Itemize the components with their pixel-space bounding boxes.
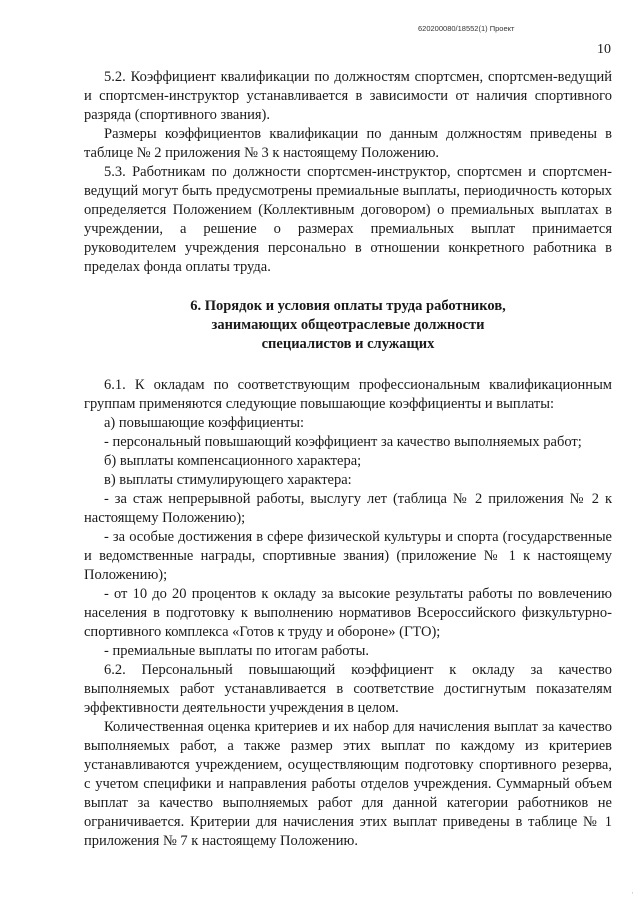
- paragraph-6-1: 6.1. К окладам по соответствующим профессиональным квалификационным группам применяются следующие повышающие коэффициенты и выплаты:: [84, 377, 612, 412]
- page-number: 10: [597, 42, 611, 57]
- section-6-heading-line-3: специалистов и служащих: [261, 336, 435, 352]
- section-6-heading-line-2: занимающих общеотраслевые должности: [211, 317, 485, 333]
- list-item-c: в) выплаты стимулирующего характера:: [104, 472, 352, 488]
- list-item-c-2: - за особые достижения в сфере физической культуры и спорта (государственные и ведомственные награды, спортивные звания) (приложение № 1 к настоящему Положению);: [84, 529, 612, 583]
- document-body: [84, 68, 612, 851]
- scan-corner-mark-icon: ·: [631, 889, 634, 899]
- list-item-a: а) повышающие коэффициенты:: [104, 415, 305, 431]
- list-item-b: б) выплаты компенсационного характера;: [104, 453, 362, 469]
- section-6-heading: [84, 297, 612, 354]
- list-item-c-4: - премиальные выплаты по итогам работы.: [104, 643, 369, 659]
- list-item-c-3: - от 10 до 20 процентов к окладу за высокие результаты работы по вовлечению населения в подготовку к выполнению нормативов Всероссийского физкультурно-спортивного комплекса «Готов к труду и обороне» (ГТО);: [84, 586, 612, 640]
- paragraph-5-2-sizes: Размеры коэффициентов квалификации по данным должностям приведены в таблице № 2 приложения № 3 к настоящему Положению.: [84, 126, 612, 161]
- paragraph-5-3: 5.3. Работникам по должности спортсмен-инструктор, спортсмен и спортсмен-ведущий могут быть предусмотрены премиальные выплаты, периодичность которых определяется Положением (Коллективным договором) о премиальных выплатах в учреждении, а решение о размерах премиальных выплат принимается руководителем учреждения персонально в отношении конкретного работника в пределах фонда оплаты труда.: [84, 164, 612, 275]
- document-id: 620200080/18552(1) Проект: [418, 24, 515, 33]
- paragraph-6-2: 6.2. Персональный повышающий коэффициент к окладу за качество выполняемых работ устанавливается в соответствие достигнутым показателям эффективности деятельности учреждения в целом.: [84, 662, 612, 716]
- list-item-c-1: - за стаж непрерывной работы, выслугу лет (таблица № 2 приложения № 2 к настоящему Положению);: [84, 491, 612, 526]
- list-item-a-1: - персональный повышающий коэффициент за качество выполняемых работ;: [104, 434, 582, 450]
- section-6-heading-line-1: 6. Порядок и условия оплаты труда работников,: [190, 298, 506, 314]
- paragraph-5-2: 5.2. Коэффициент квалификации по должностям спортсмен, спортсмен-ведущий и спортсмен-инструктор устанавливается в зависимости от наличия спортивного разряда (спортивного звания).: [84, 69, 612, 123]
- paragraph-6-2-criteria: Количественная оценка критериев и их набор для начисления выплат за качество выполняемых работ, а также размер этих выплат по каждому из критериев устанавливаются учреждением, осуществляющим подготовку спортивного резерва, с учетом специфики и направления работы отделов учреждения. Суммарный объем выплат за качество выполняемых работ для данной категории работников не ограничивается. Критерии для начисления этих выплат приведены в таблице № 1 приложения № 7 к настоящему Положению.: [84, 719, 612, 849]
